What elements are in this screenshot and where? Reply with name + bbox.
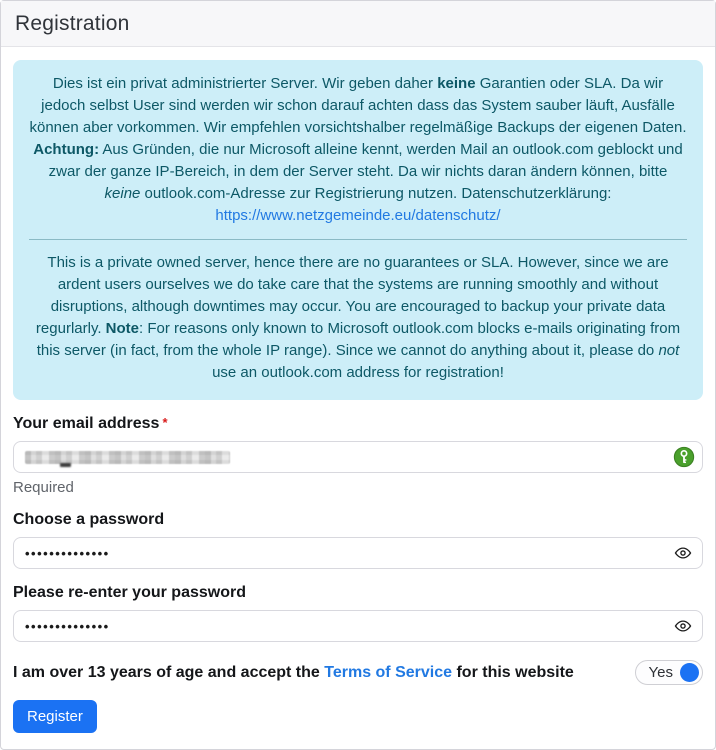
required-asterisk: * [162, 415, 168, 430]
page-header [1, 1, 715, 47]
notice-english: This is a private owned server, hence there are no guarantees or SLA. However, since we are ardent users ourselves we do take care that the systems are running smoothly and without disruptions, although downtimes may occur. You are encouraged to backup your private data regurlarly. Note: For reasons only known to Microsoft outlook.com blocks e-mails originating from this server (in fact, from the whole IP range). Since we cannot do anything about it, please do not use an outlook.com address for registration! [35, 254, 681, 381]
age-consent-row [13, 660, 703, 685]
email-required-hint: Required [13, 479, 74, 496]
password-label: Choose a password [13, 511, 165, 528]
password-visibility-toggle[interactable] [672, 542, 694, 564]
notice-divider [29, 239, 687, 240]
redacted-email-value [25, 451, 230, 464]
password-confirm-visibility-toggle[interactable] [672, 615, 694, 637]
keepassxc-icon[interactable] [673, 446, 695, 468]
password-confirm-input[interactable] [13, 610, 703, 642]
datenschutz-link[interactable]: https://www.netzgemeinde.eu/datenschutz/ [215, 207, 501, 224]
password-confirm-label: Please re-enter your password [13, 584, 246, 601]
eye-icon [674, 544, 692, 562]
email-label-row [13, 415, 703, 433]
page-title: Registration [15, 11, 130, 35]
password-input[interactable] [13, 537, 703, 569]
register-button[interactable]: Register [13, 700, 97, 733]
toggle-knob [680, 663, 699, 682]
eye-icon [674, 617, 692, 635]
toggle-label: Yes [648, 664, 673, 681]
consent-toggle[interactable] [635, 660, 703, 685]
terms-of-service-link[interactable]: Terms of Service [324, 663, 453, 681]
email-input[interactable] [13, 441, 703, 473]
password-confirm-field [13, 610, 703, 642]
registration-form [1, 415, 715, 733]
password-field [13, 537, 703, 569]
age-consent-label: I am over 13 years of age and accept the Terms of Service for this website [13, 663, 574, 681]
server-notice [13, 60, 703, 400]
notice-german: Dies ist ein privat administrierter Server. Wir geben daher keine Garantien oder SLA. Da wir jedoch selbst User sind werden wir schon darauf achten dass das System sauber läuft, Ausfälle können aber vorkommen. Wir empfehlen vorsichtshalber regelmäßige Backups der eigenen Daten. Achtung: Aus Gründen, die nur Microsoft alleine kennt, werden Mail an outlook.com geblockt und zwar der ganze IP-Bereich, in dem der Server steht. Da wir nichts daran ändern können, bitte keine outlook.com-Adresse zur Registrierung nutzen. Datenschutzerklärung: https://www.netzgemeinde.eu/datenschutz/ [29, 75, 687, 224]
email-label: Your email address [13, 415, 160, 432]
